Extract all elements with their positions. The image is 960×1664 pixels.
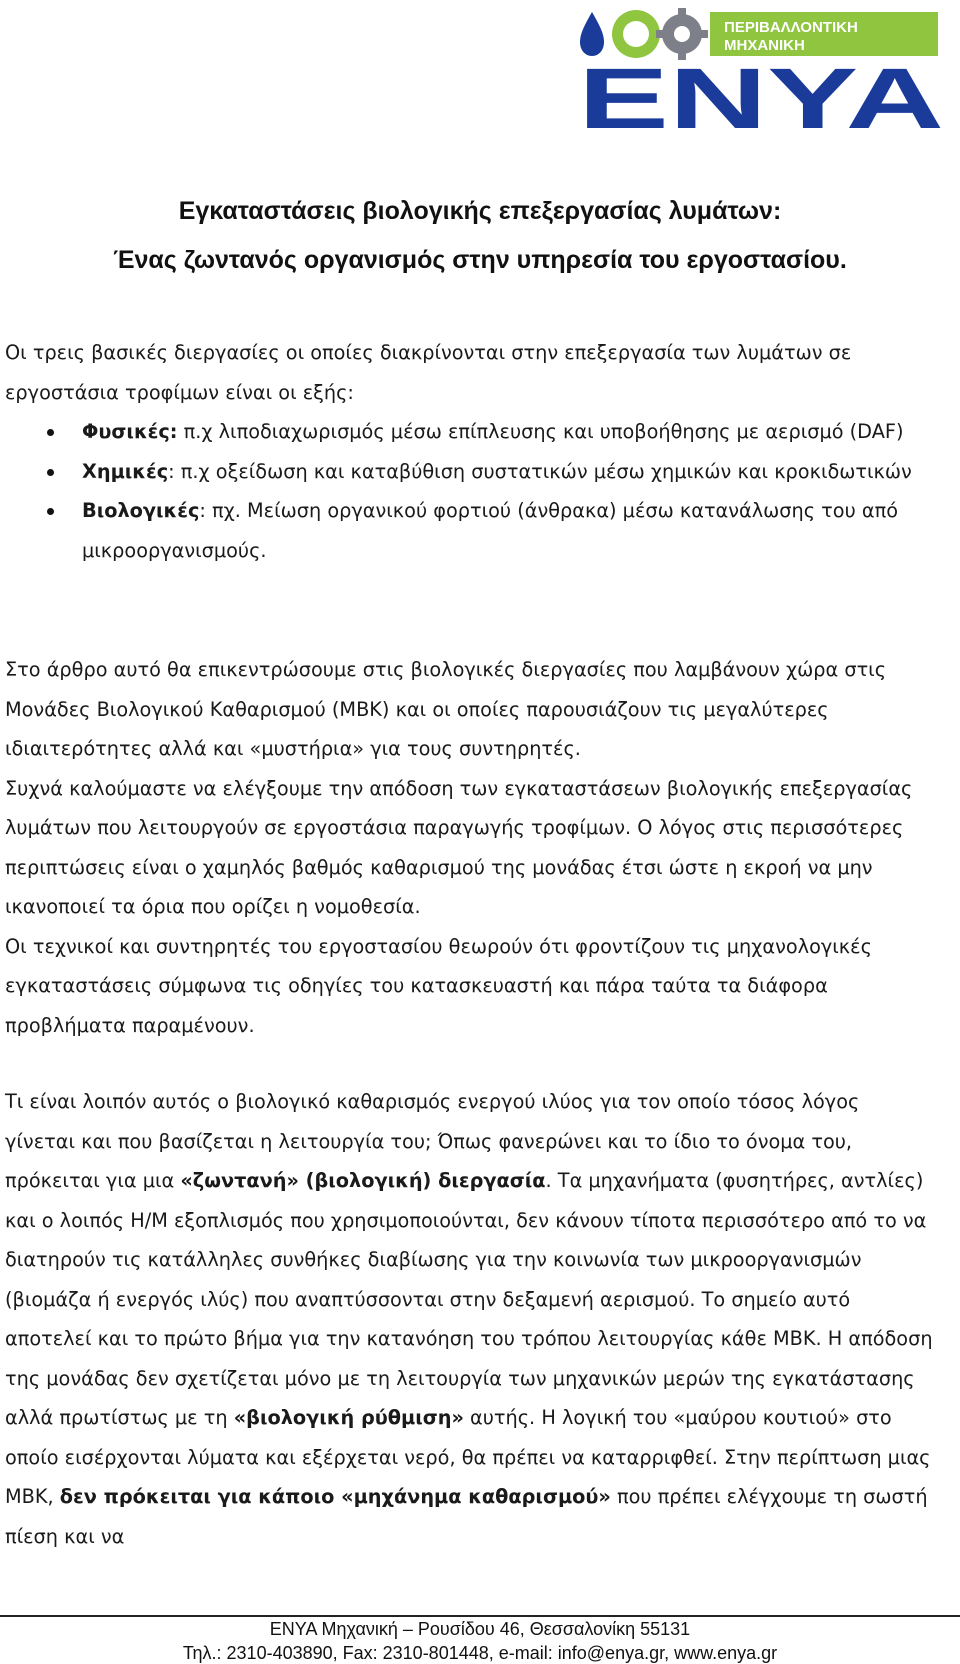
body-paragraph: Οι τεχνικοί και συντηρητές του εργοστασίου θεωρούν ότι φροντίζουν τις μηχανολογικές εγκαταστάσεις σύμφωνα τις οδηγίες του κατασκευαστή και πάρα ταύτα τα διάφορα προβλήματα παραμένουν. <box>5 934 872 1037</box>
body-paragraph: Στο άρθρο αυτό θα επικεντρώσουμε στις βιολογικές διεργασίες που λαμβάνουν χώρα στις Μονάδες Βιολογικού Καθαρισμού (ΜΒΚ) και οι οποίες παρουσιάζουν τις μεγαλύτερες ιδιαιτερότητες αλλά και «μυστήρια» για τους συντηρητές. <box>5 658 887 760</box>
emphasis-living-process: «ζωντανή» (βιολογική) διεργασία <box>180 1169 546 1192</box>
logo-wordmark: ENYA <box>578 51 944 134</box>
list-item-label: Φυσικές: <box>82 420 178 443</box>
footer-divider <box>0 1615 960 1617</box>
text-run: . Τα μηχανήματα (φυσητήρες, αντλίες) και ο λοιπός Η/Μ εξοπλισμός που χρησιμοποιούνται, δεν κάνουν τίποτα περισσότερο από το να διατηρούν τις κατάλληλες συνθήκες διαβίωσης για την κοινωνία των μικροοργανισμών (βιομάζα ή ενεργός ιλύς) που αναπτύσσονται στην δεξαμενή αερισμού. Το σημείο αυτό αποτελεί και το πρώτο βήμα για την κατανόηση του τρόπου λειτουργίας κάθε ΜΒΚ. Η απόδοση της μονάδας δεν σχετίζεται μόνο με τη λειτουργία των μηχανικών μερών της εγκατάστασης αλλά πρωτίστως με τη <box>5 1169 933 1429</box>
body-paragraph: Συχνά καλούμαστε να ελέγξουμε την απόδοση των εγκαταστάσεων βιολογικής επεξεργασίας λυμάτων που λειτουργούν σε εργοστάσια παραγωγής τροφίμων. Ο λόγος στις περισσότερες περιπτώσεις είναι ο χαμηλός βαθμός καθαρισμού της μονάδας έτσι ώστε η εκροή να μην ικανοποιεί τα όρια που ορίζει η νομοθεσία. <box>5 776 913 918</box>
bullet-icon <box>47 508 54 515</box>
list-item <box>0 412 940 452</box>
list-item-text: : πχ. Μείωση οργανικού φορτιού (άνθρακα) μέσω κατανάλωσης του από μικροοργανισμούς. <box>82 499 898 562</box>
logo-line-1: ΠΕΡΙΒΑΛΛΟΝΤΙΚΗ <box>724 19 858 36</box>
water-drop-icon <box>580 12 604 56</box>
body-block-1 <box>5 650 935 1045</box>
list-item-text: π.χ λιποδιαχωρισμός μέσω επίπλευσης και υποβοήθησης με αερισμό (DAF) <box>177 420 904 443</box>
process-list <box>0 412 940 570</box>
page-title-line-2: Ένας ζωντανός οργανισμός στην υπηρεσία του εργοστασίου. <box>113 246 847 274</box>
body-paragraph-main <box>5 1082 935 1556</box>
footer-address: ENYA Μηχανική – Ρουσίδου 46, Θεσσαλονίκη 55131 <box>269 1619 691 1639</box>
list-item <box>0 452 940 492</box>
bullet-icon <box>47 429 54 436</box>
text-run: που πρέπει ελέγχουμε τη σωστή πίεση και να <box>5 1485 928 1548</box>
emphasis-biological-tuning: «βιολογική ρύθμιση» <box>233 1406 464 1429</box>
enya-logo <box>578 4 946 134</box>
footer-contact: Τηλ.: 2310-403890, Fax: 2310-801448, e-mail: info@enya.gr, www.enya.gr <box>182 1643 778 1663</box>
list-item <box>0 491 940 570</box>
list-item-label: Βιολογικές <box>82 499 200 522</box>
text-run: Τι είναι λοιπόν αυτός ο βιολογικό καθαρισμός ενεργού ιλύος για τον οποίο τόσος λόγος γίνεται και που βασίζεται η λειτουργία του; Όπως φανερώνει και το ίδιο το όνομα του, πρόκειται για μια <box>5 1090 860 1192</box>
intro-paragraph: Οι τρεις βασικές διεργασίες οι οποίες διακρίνονται στην επεξεργασία των λυμάτων σε εργοστάσια τροφίμων είναι οι εξής: <box>5 341 852 404</box>
text-run: αυτής. Η λογική του «μαύρου κουτιού» στο οποίο εισέρχονται λύματα και εξέρχεται νερό, θα πρέπει να καταρριφθεί. Στην περίπτωση μιας ΜΒΚ, <box>5 1406 931 1508</box>
page-title-line-1: Εγκαταστάσεις βιολογικής επεξεργασίας λυμάτων: <box>178 197 782 225</box>
list-item-label: Χημικές <box>82 459 169 483</box>
list-item-text: : π.χ οξείδωση και καταβύθιση συστατικών μέσω χημικών και κροκιδωτικών <box>168 459 912 483</box>
bullet-icon <box>47 469 54 476</box>
emphasis-not-a-machine: δεν πρόκειται για κάποιο «μηχάνημα καθαρισμού» <box>59 1485 611 1508</box>
logo-line-2: ΜΗΧΑΝΙΚΗ <box>724 37 805 54</box>
